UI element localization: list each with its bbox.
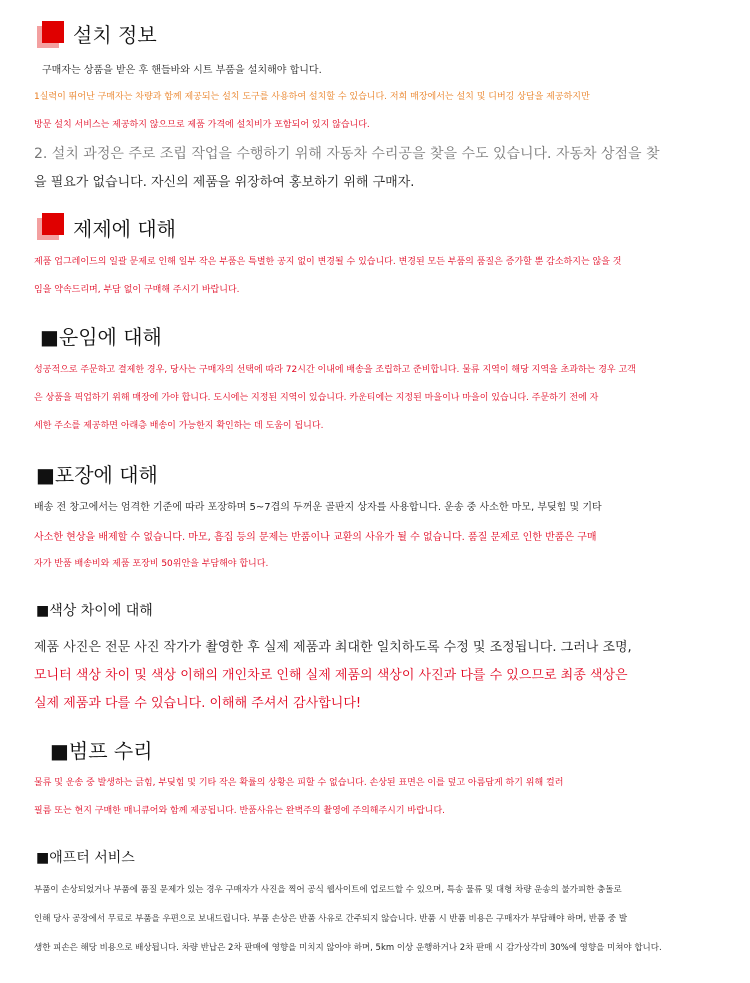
section-title-shipping: ■운임에 대해 [40,325,162,349]
install-line-4: 2. 설치 과정은 주로 조립 작업을 수행하기 위해 자동차 수리공을 찾을 수도 있습니다. 자동차 상점을 찾 [34,146,660,162]
after-service-line-3: 생한 피손은 해당 비용으로 배상됩니다. 차량 반납은 2차 판매에 영향을 미치지 않아야 하며, 5km 이상 운행하거나 2차 판매 시 감가상각비 30%에 영향을 미쳐야 합니다. [34,943,662,953]
components-line-1: 제품 업그레이드의 일괄 문제로 인해 일부 작은 부품은 특별한 공지 없이 변경될 수 있습니다. 변경된 모든 부품의 품질은 증가할 뿐 감소하지는 않을 것 [34,257,622,267]
shipping-line-1: 성공적으로 주문하고 결제한 경우, 당사는 구매자의 선택에 따라 72시간 이내에 배송을 조립하고 준비합니다. 물류 지역이 해당 지역을 초과하는 경우 고객 [34,365,636,375]
install-line-2: 1실력이 뛰어난 구매자는 차량과 함께 제공되는 설치 도구를 사용하여 설치할 수 있습니다. 저희 매장에서는 설치 및 디버깅 상담을 제공하지만 [34,92,590,102]
packaging-line-3: 자가 반품 배송비와 제품 포장비 50위안을 부담해야 합니다. [34,559,269,569]
section-title-packaging: ■포장에 대해 [36,463,158,487]
components-line-2: 임을 약속드리며, 부담 없이 구매해 주시기 바랍니다. [34,285,240,295]
install-line-5: 을 필요가 없습니다. 자신의 제품을 위장하여 홍보하기 위해 구매자. [34,175,415,190]
color-line-1: 제품 사진은 전문 사진 작가가 촬영한 후 실제 제품과 최대한 일치하도록 수정 및 조정됩니다. 그러나 조명, [34,640,632,655]
after-service-line-1: 부품이 손상되었거나 부품에 품질 문제가 있는 경우 구매자가 사진을 찍어 공식 웹사이트에 업로드할 수 있으며, 특송 물류 및 대형 차량 운송의 불가피한 충돌로 [34,885,622,895]
section-title-install: 설치 정보 [73,23,157,47]
shipping-line-2: 은 상품을 픽업하기 위해 매장에 가야 합니다. 도시에는 지정된 지역이 있습니다. 카운티에는 지정된 마을이나 마을이 있습니다. 주문하기 전에 자 [34,393,599,403]
section-marker-icon [42,213,64,235]
install-line-1: 구매자는 상품을 받은 후 핸들바와 시트 부품을 설치해야 합니다. [42,65,322,76]
section-title-bump-repair: ■범프 수리 [50,739,153,763]
shipping-line-3: 세한 주소를 제공하면 아래층 배송이 가능한지 확인하는 데 도움이 됩니다. [34,421,324,431]
color-line-2: 모니터 색상 차이 및 색상 이해의 개인차로 인해 실제 제품의 색상이 사진과 다를 수 있으므로 최종 색상은 [34,668,628,683]
section-title-after-service: ■애프터 서비스 [36,850,135,866]
packaging-line-2: 사소한 현상을 배제할 수 없습니다. 마모, 흠집 등의 문제는 반품이나 교환의 사유가 될 수 없습니다. 품질 문제로 인한 반품은 구매 [34,532,597,543]
section-title-color: ■색상 차이에 대해 [36,603,153,619]
bump-line-2: 필름 또는 현지 구매한 매니큐어와 함께 제공됩니다. 반품사유는 완벽주의 촬영에 주의해주시기 바랍니다. [34,806,446,816]
section-title-components: 제제에 대해 [73,217,176,241]
install-line-3: 방문 설치 서비스는 제공하지 않으므로 제품 가격에 설치비가 포함되어 있지 않습니다. [34,120,370,130]
bump-line-1: 물류 및 운송 중 발생하는 긁힘, 부딪힘 및 기타 작은 확률의 상황은 피할 수 없습니다. 손상된 표면은 이를 덮고 아름답게 하기 위해 컬러 [34,778,564,788]
section-marker-icon [42,21,64,43]
after-service-line-2: 인해 당사 공장에서 무료로 부품을 우편으로 보내드립니다. 부품 손상은 반품 사유로 간주되지 않습니다. 반품 시 반품 비용은 구매자가 부담해야 하며, 반품 중 발 [34,914,628,924]
packaging-line-1: 배송 전 창고에서는 엄격한 기준에 따라 포장하며 5~7겹의 두꺼운 골판지 상자를 사용합니다. 운송 중 사소한 마모, 부딪힘 및 기타 [34,502,602,513]
color-line-3: 실제 제품과 다를 수 있습니다. 이해해 주셔서 감사합니다! [34,696,362,711]
